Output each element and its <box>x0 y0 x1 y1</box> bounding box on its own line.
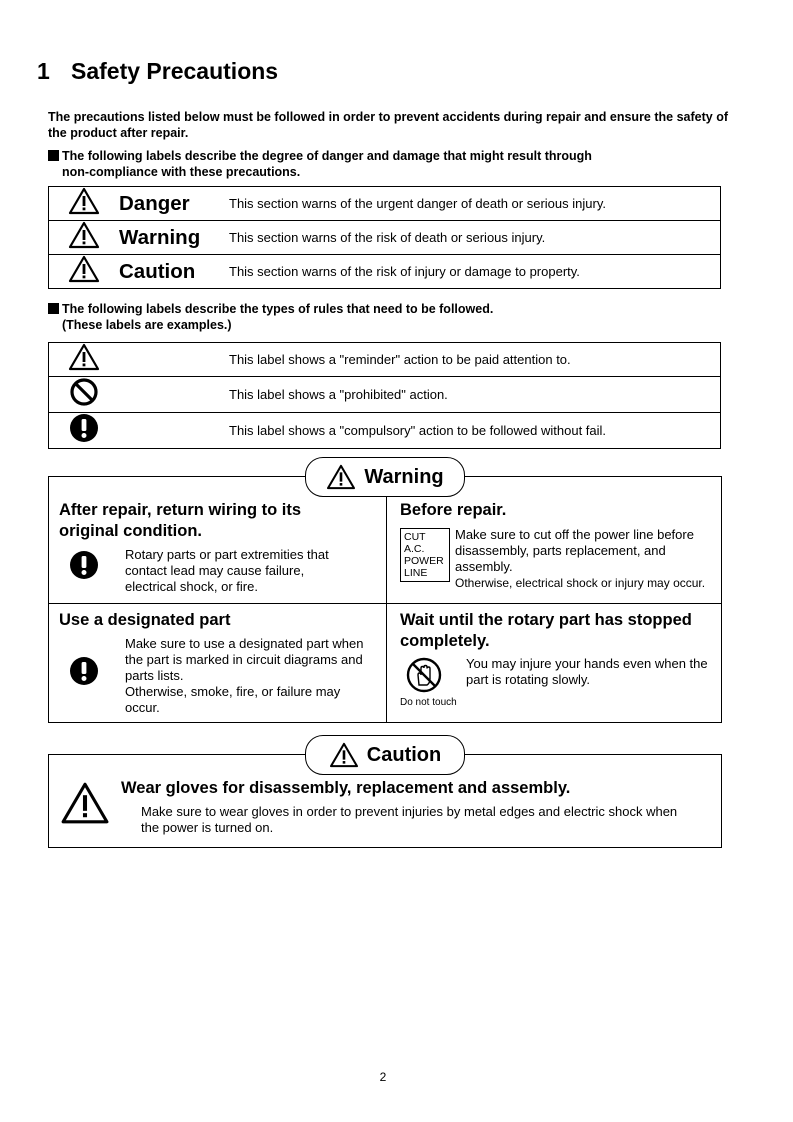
degree-labels-table <box>48 186 721 289</box>
intro-paragraph: The precautions listed below must be followed in order to prevent accidents during repair and ensure the safety of the product after repair. <box>48 110 728 140</box>
table-row <box>49 343 721 377</box>
cell-text <box>466 656 721 688</box>
warning-cell-rotary-part <box>400 610 718 708</box>
table-row <box>49 255 721 289</box>
table-row <box>49 221 721 255</box>
section-number: 1 <box>37 58 50 84</box>
label-desc: This label shows a "reminder" action to be paid attention to. <box>229 343 721 377</box>
warning-triangle-icon <box>49 343 120 377</box>
cell-title: Wait until the rotary part has stopped <box>400 611 692 629</box>
cut-power-line-label <box>400 528 450 582</box>
rules-heading-line2: (These labels are examples.) <box>62 318 232 332</box>
text-line: Make sure to wear gloves in order to prevent injuries by metal edges and electric shock when <box>141 804 678 819</box>
cell-text <box>125 636 385 716</box>
degree-heading <box>48 148 592 180</box>
label-desc: This section warns of the risk of death or serious injury. <box>229 221 721 255</box>
label-name: Danger <box>119 187 229 221</box>
warning-triangle-icon <box>60 781 110 830</box>
text-line: contact lead may cause failure, <box>125 563 305 578</box>
do-not-touch-icon <box>406 657 442 698</box>
warning-triangle-icon <box>49 255 120 289</box>
text-line: electrical shock, or fire. <box>125 579 258 594</box>
section-title: Safety Precautions <box>71 58 279 84</box>
table-row <box>49 377 721 413</box>
cell-note: Otherwise, electrical shock or injury may occur. <box>455 576 706 590</box>
cell-title: Use a designated part <box>59 611 231 629</box>
degree-heading-line2: non-compliance with these precautions. <box>62 165 301 179</box>
label-desc: This section warns of the risk of injury or damage to property. <box>229 255 721 289</box>
cell-title: After repair, return wiring to its <box>59 501 302 519</box>
text-line: Make sure to cut off the power line before <box>455 527 694 542</box>
warning-cell-designated-part <box>59 610 379 715</box>
icon-caption: Do not touch <box>400 697 457 708</box>
warning-cell-wiring <box>59 500 379 594</box>
cell-text <box>125 547 375 595</box>
bullet-square-icon <box>48 150 59 161</box>
warning-box <box>48 476 722 723</box>
warning-cell-before-repair <box>400 500 718 590</box>
label-line: LINE <box>404 567 428 579</box>
rules-heading-line1: The following labels describe the types of rules that need to be followed. <box>62 302 494 316</box>
compulsory-icon <box>69 656 99 691</box>
compulsory-icon <box>69 550 99 585</box>
text-line: Otherwise, smoke, fire, or failure may <box>125 684 341 699</box>
text-line: assembly. <box>455 559 513 574</box>
cell-title: Before repair. <box>400 501 507 519</box>
caution-title: Wear gloves for disassembly, replacement and assembly. <box>121 779 571 797</box>
label-desc: This label shows a "compulsory" action to be followed without fail. <box>229 413 721 449</box>
warning-triangle-icon <box>326 464 356 490</box>
cell-text <box>455 527 717 591</box>
warning-triangle-icon <box>329 742 359 768</box>
text-line: the power is turned on. <box>141 820 274 835</box>
rules-heading <box>48 301 493 333</box>
compulsory-icon <box>49 413 120 449</box>
caution-text <box>141 804 711 836</box>
bullet-square-icon <box>48 303 59 314</box>
cell-title-cont: completely. <box>400 632 490 650</box>
label-name: Warning <box>119 221 229 255</box>
text-line: occur. <box>125 700 160 715</box>
warning-triangle-icon <box>49 187 120 221</box>
label-desc: This label shows a "prohibited" action. <box>229 377 721 413</box>
text-line: disassembly, parts replacement, and <box>455 543 666 558</box>
label-line: CUT <box>404 531 426 543</box>
degree-heading-line1: The following labels describe the degree of danger and damage that might result through <box>62 149 592 163</box>
text-line: Make sure to use a designated part when <box>125 636 364 651</box>
label-desc: This section warns of the urgent danger of death or serious injury. <box>229 187 721 221</box>
horizontal-divider <box>49 603 721 604</box>
table-row <box>49 413 721 449</box>
label-line: A.C. <box>404 543 425 555</box>
badge-label: Warning <box>364 465 444 488</box>
text-line: the part is marked in circuit diagrams and <box>125 652 363 667</box>
prohibited-icon <box>49 377 120 413</box>
text-line: parts lists. <box>125 668 184 683</box>
label-line: POWER <box>404 555 444 567</box>
page-number: 2 <box>379 1070 387 1084</box>
warning-triangle-icon <box>49 221 120 255</box>
page-title <box>37 58 278 85</box>
rule-labels-table <box>48 342 721 449</box>
vertical-divider <box>386 477 387 722</box>
badge-label: Caution <box>366 743 442 766</box>
warning-badge <box>305 457 465 497</box>
text-line: part is rotating slowly. <box>466 672 591 687</box>
text-line: You may injure your hands even when the <box>466 656 708 671</box>
cell-title-cont: original condition. <box>59 522 202 540</box>
caution-badge <box>305 735 465 775</box>
label-name: Caution <box>119 255 229 289</box>
table-row <box>49 187 721 221</box>
text-line: Rotary parts or part extremities that <box>125 547 329 562</box>
